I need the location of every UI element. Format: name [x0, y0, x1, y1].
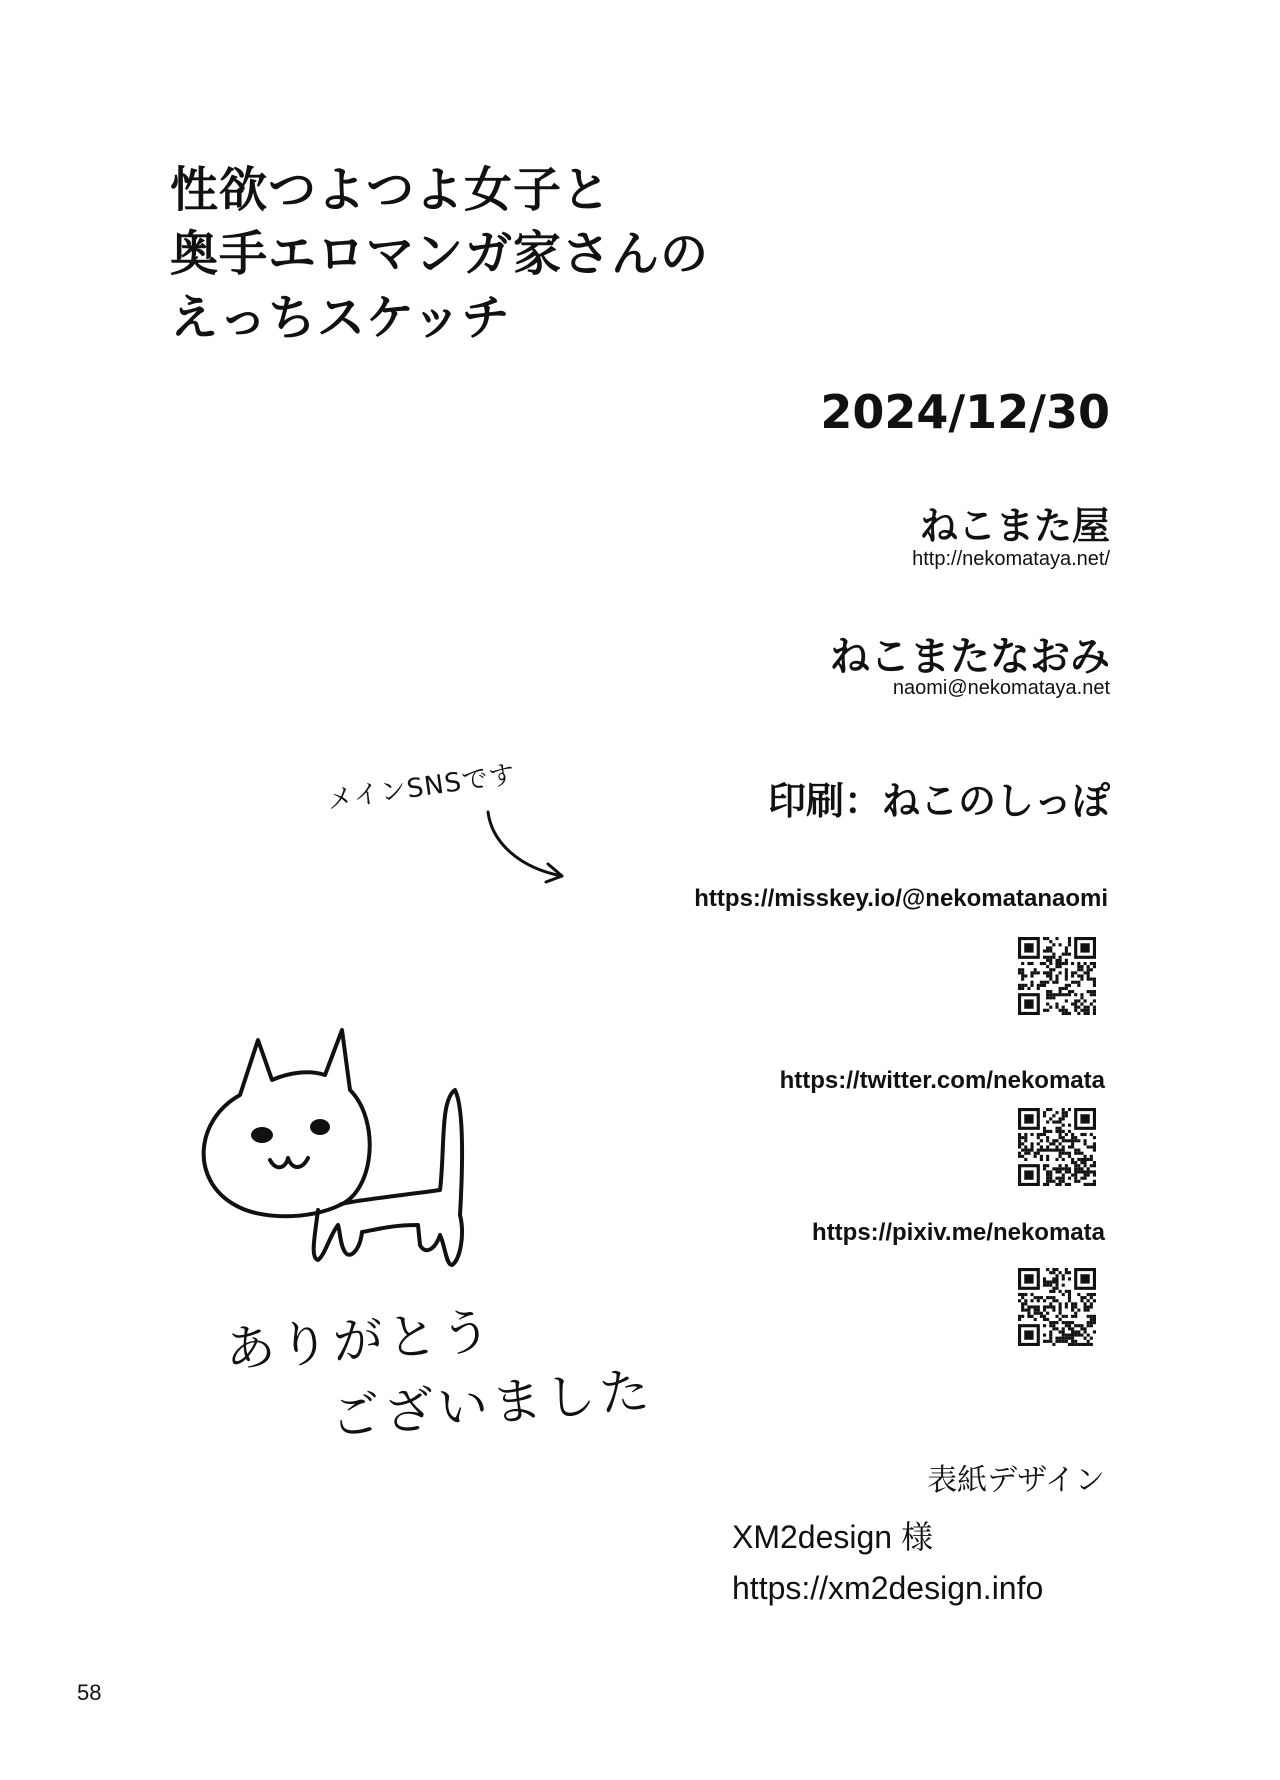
- cover-designer-name: XM2design 様: [732, 1519, 933, 1555]
- thanks-line-2: ございました: [327, 1360, 656, 1447]
- hand-drawn-arrow-icon: [480, 808, 575, 888]
- author-email-link[interactable]: naomi@nekomataya.net: [892, 677, 1110, 699]
- publish-date: 2024/12/30: [820, 385, 1110, 439]
- qr-code-icon[interactable]: [1018, 1268, 1096, 1346]
- book-title: [170, 158, 930, 350]
- circle-url-link[interactable]: http://nekomataya.net/: [912, 548, 1110, 570]
- title-line-1: 性欲つよつよ女子と: [170, 162, 612, 218]
- page-number: 58: [77, 1680, 102, 1705]
- cat-drawing-icon: [190, 1020, 530, 1310]
- sns-note: メインSNSです: [325, 759, 518, 816]
- cover-designer-url-link[interactable]: https://xm2design.info: [732, 1570, 1044, 1606]
- twitter-link[interactable]: https://twitter.com/nekomata: [779, 1067, 1105, 1094]
- cover-design-label: 表紙デザイン: [927, 1464, 1105, 1497]
- misskey-link[interactable]: https://misskey.io/@nekomatanaomi: [694, 885, 1108, 912]
- printer-credit: 印刷：ねこのしっぽ: [767, 779, 1110, 823]
- author-name: ねこまたなおみ: [830, 634, 1110, 680]
- circle-name: ねこまた屋: [919, 504, 1110, 548]
- qr-code-icon[interactable]: [1018, 1108, 1096, 1186]
- title-line-2: 奥手エロマンガ家さんの: [170, 226, 710, 282]
- pixiv-link[interactable]: https://pixiv.me/nekomata: [812, 1219, 1105, 1246]
- title-line-3: えっちスケッチ: [170, 290, 511, 346]
- thanks-line-1: ありがとう: [223, 1302, 497, 1379]
- qr-code-icon[interactable]: [1018, 937, 1096, 1015]
